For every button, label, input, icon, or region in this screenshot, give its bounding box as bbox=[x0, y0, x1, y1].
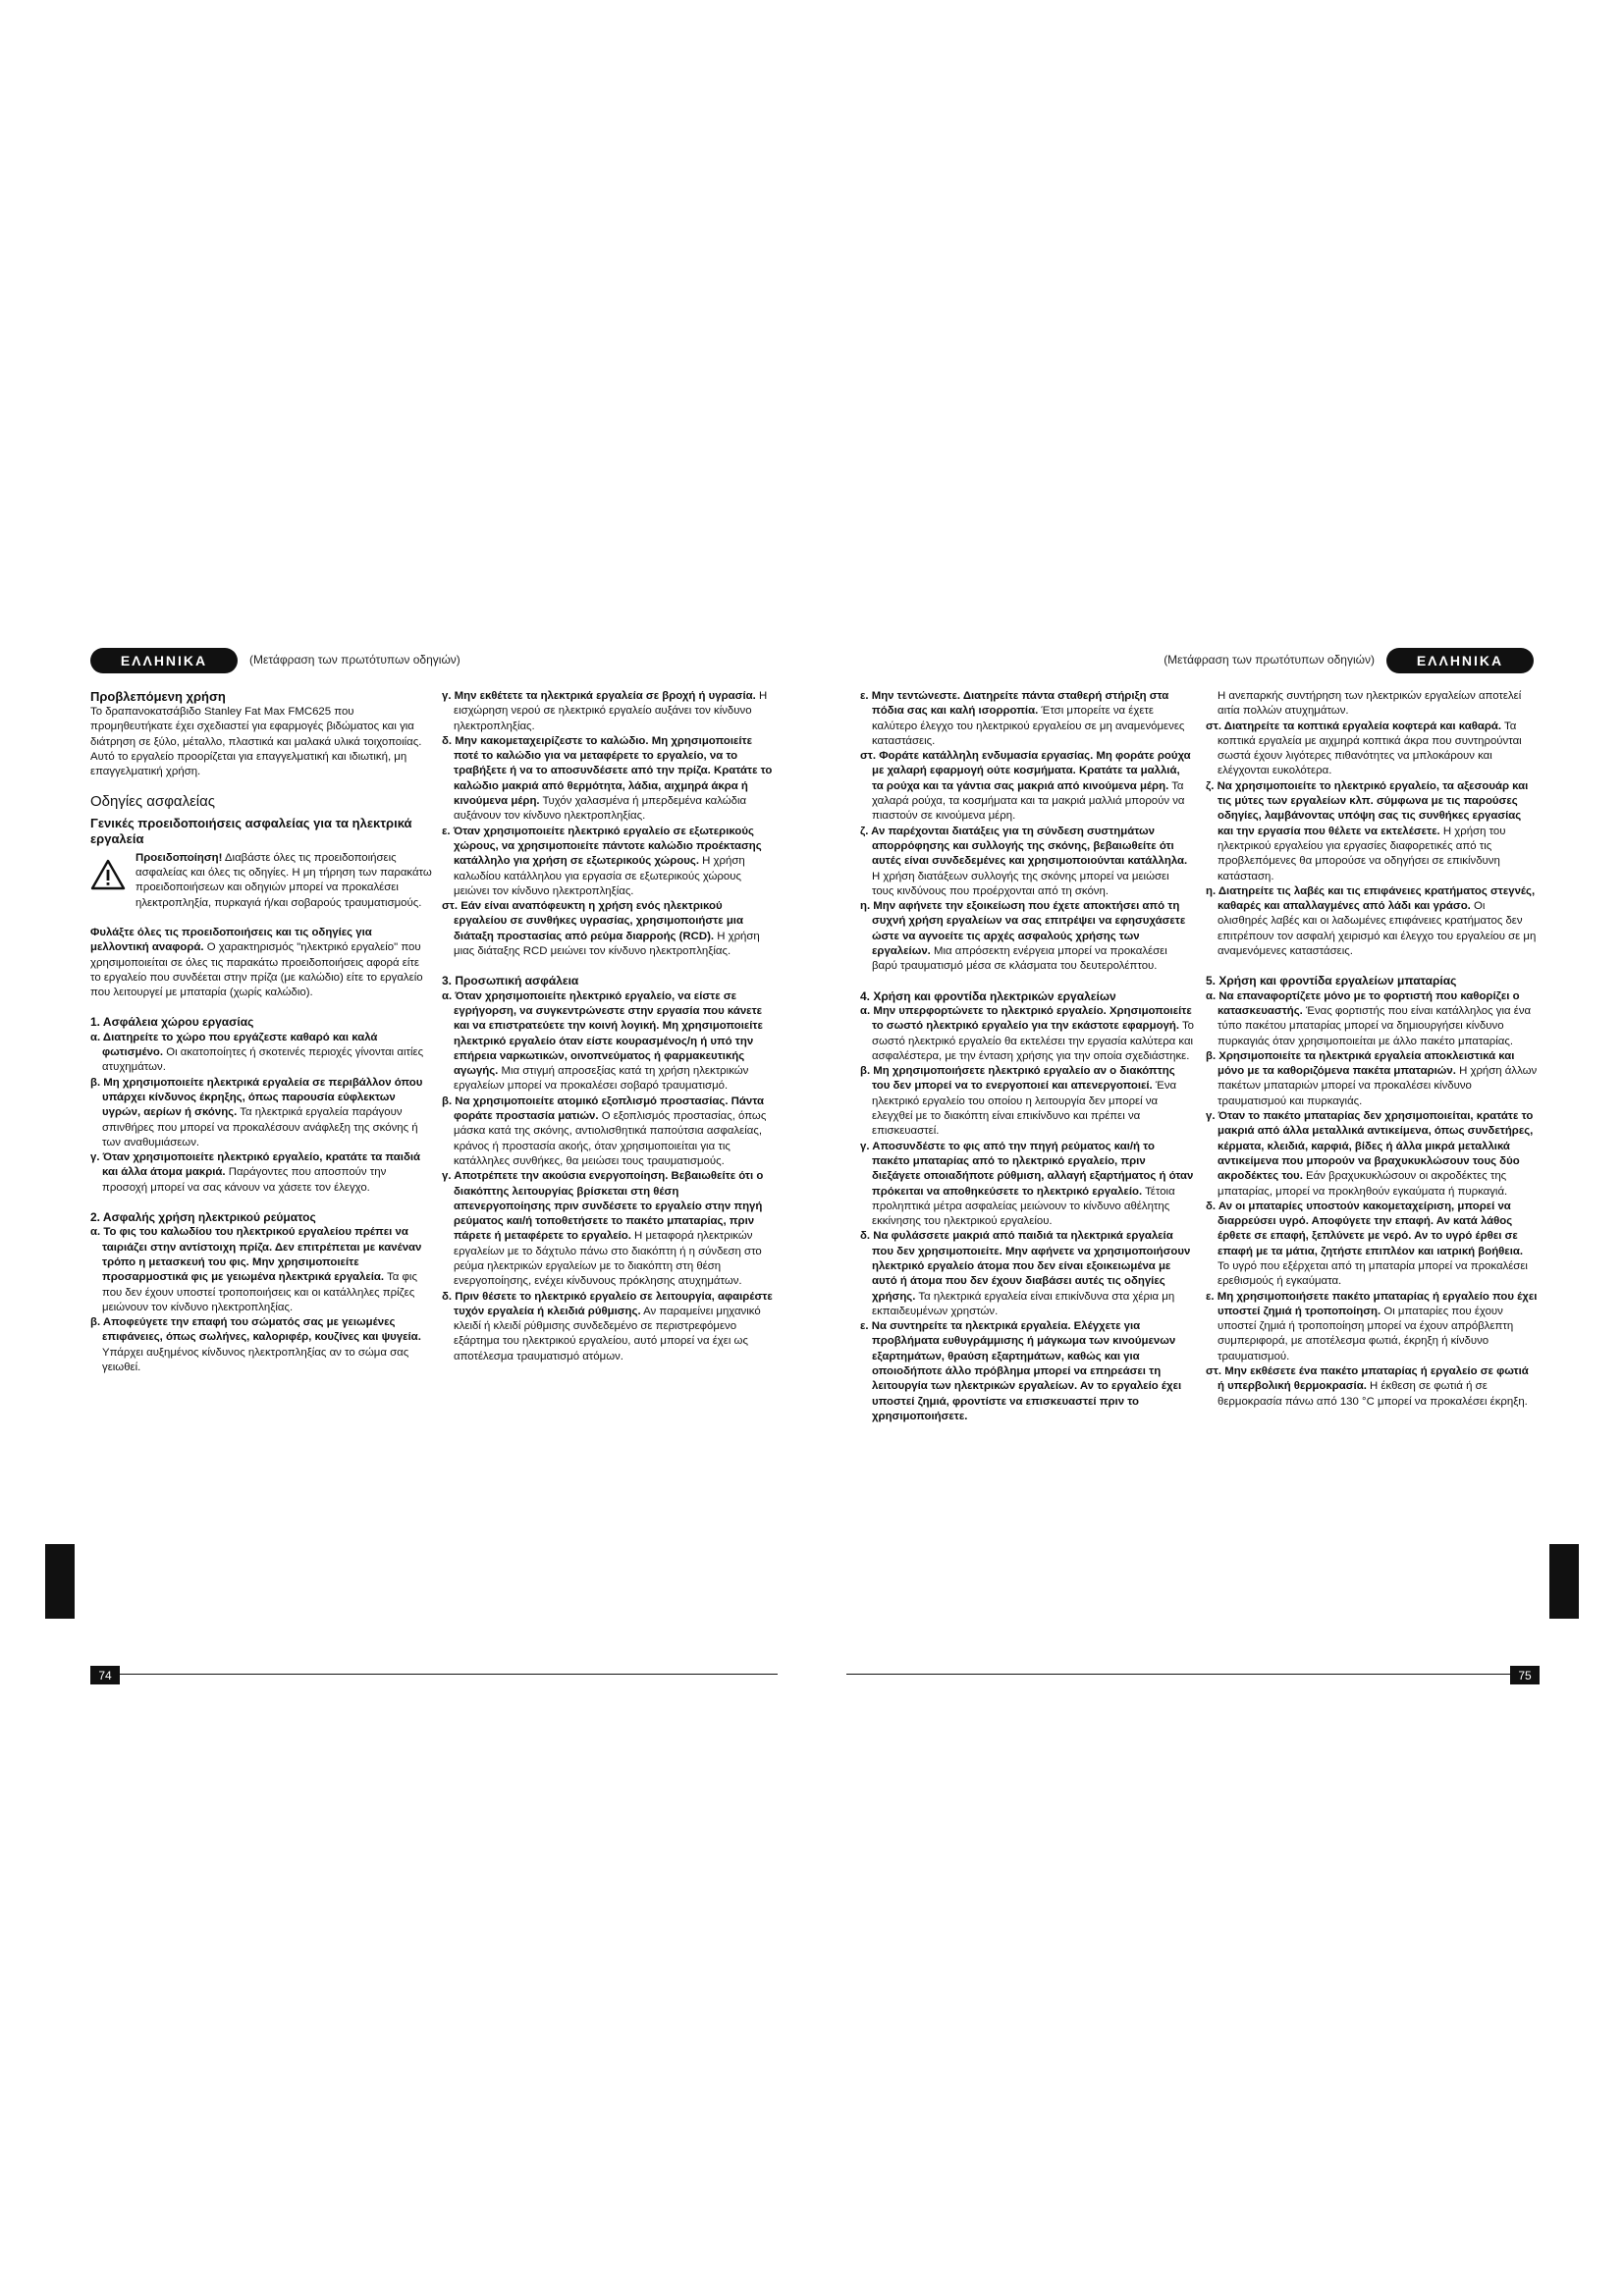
list-item: β. Αποφεύγετε την επαφή του σώματός σας με γειωμένες επιφάνειες, όπως σωλήνες, καλοριφέρ, κουζίνες και ψυγεία. Υπάρχει αυξημένος κίνδυνος ηλεκτροπληξίας αν το σώμα σας γειωθεί. bbox=[90, 1316, 421, 1373]
list-item: δ. Μην κακομεταχειρίζεστε το καλώδιο. Μη χρησιμοποιείτε ποτέ το καλώδιο για να μεταφέρετε το εργαλείο, να το τραβήξετε ή να το αποσυνδέσετε από την πρίζα. Κρατάτε το καλώδιο μακριά από θερμότητα, λάδια, αιχμηρά άκρα ή κινούμενα μέρη. Τυχόν χαλασμένα ή μπερδεμένα καλώδια αυξάνουν τον κίνδυνο ηλεκτροπληξίας. bbox=[442, 734, 773, 823]
warning-lead: Προειδοποίηση! bbox=[135, 851, 223, 864]
list-item: β. Μη χρησιμοποιείτε ηλεκτρικά εργαλεία σε περιβάλλον όπου υπάρχει κίνδυνος έκρηξης, όπως παρουσία εύφλεκτων υγρών, αερίων ή σκόνης. Τα ηλεκτρικά εργαλεία παράγουν σπινθήρες που μπορεί να προκαλέσουν ανάφλεξη της σκόνης ή των αναθυμιάσεων. bbox=[90, 1076, 423, 1148]
list-item: ζ. Να χρησιμοποιείτε το ηλεκτρικό εργαλείο, τα αξεσουάρ και τις μύτες των εργαλείων κλπ. σύμφωνα με τις παρούσες οδηγίες, λαμβάνοντας υπόψη σας τις συνθήκες εργασίας και την εργασία που θέλετε να εκτελέσετε. Η χρήση του ηλεκτρικού εργαλείου για εργασίες διαφορετικές από τις προβλεπόμενες θα μπορούσε να οδηγήσει σε επικίνδυνη κατάσταση. bbox=[1206, 779, 1529, 882]
list-item: γ. Αποτρέπετε την ακούσια ενεργοποίηση. Βεβαιωθείτε ότι ο διακόπτης λειτουργίας βρίσκεται στη θέση απενεργοποίησης πριν συνδέσετε το εργαλείο στην πηγή ρεύματος και/ή τοποθετήσετε το πακέτο μπαταρίας, πριν πάρετε ή μεταφέρετε το εργαλείο. Η μεταφορά ηλεκτρικών εργαλείων με το δάχτυλο πάνω στο διακόπτη ή η σύνδεση στο ρεύμα ηλεκτρικών εργαλείων με το διακόπτη στη θέση ενεργοποίησης, ενέχει κίνδυνους πρόκλησης ατυχημάτων. bbox=[442, 1170, 764, 1288]
column-2 bbox=[442, 689, 778, 1364]
keep-instructions-text: Ο χαρακτηρισμός "ηλεκτρικό εργαλείο" που χρησιμοποιείται σε όλες τις παρακάτω προειδοποιήσεις αφορά είτε το εργαλείο που συνδέεται στην πρίζα (με καλώδιο) είτε το εργαλείο που λειτουργεί με μπαταρία (χωρίς καλώδιο). bbox=[90, 941, 423, 999]
list-item: ζ. Αν παρέχονται διατάξεις για τη σύνδεση συστημάτων απορρόφησης και συλλογής της σκόνης, βεβαιωθείτε ότι αυτές είναι συνδεδεμένες και χρησιμοποιούνται κατάλληλα. Η χρήση διατάξεων συλλογής της σκόνης μπορεί να μειώσει τους κινδύνους που προέρχονται από τη σκόνη. bbox=[860, 825, 1188, 897]
page-number-right: 75 bbox=[1510, 1666, 1540, 1684]
intended-use-title: Προβλεπόμενη χρήση bbox=[90, 689, 226, 704]
list-item: α. Μην υπερφορτώνετε το ηλεκτρικό εργαλείο. Χρησιμοποιείτε το σωστό ηλεκτρικό εργαλείο για την εκάστοτε εφαρμογή. Το σωστό ηλεκτρικό εργαλείο θα εκτελέσει την εργασία καλύτερα και ασφαλέστερα, με την ένταση χρήσης για την οποία σχεδιάστηκε. bbox=[860, 1004, 1194, 1062]
list-item: στ. Διατηρείτε τα κοπτικά εργαλεία κοφτερά και καθαρά. Τα κοπτικά εργαλεία με αιχμηρά κοπτικά άκρα που συντηρούνται σωστά έχουν λιγότερες πιθανότητες να μπλοκάρουν και ελέγχονται ευκολότερα. bbox=[1206, 720, 1522, 777]
intended-use-text: Το δραπανοκατσάβιδο Stanley Fat Max FMC625 που προμηθευτήκατε έχει σχεδιαστεί για εφαρμογές βιδώματος και για διάτρηση σε ξύλο, μέταλλο, πλαστικά και μαλακά υλικά τοιχοποιίας. Αυτό το εργαλείο προορίζεται για επαγγελματική και ιδιωτική, μη επαγγελματική χρήση. bbox=[90, 706, 422, 778]
column-1 bbox=[90, 689, 432, 1375]
list-item: α. Διατηρείτε το χώρο που εργάζεστε καθαρό και καλά φωτισμένο. Οι ακατοπoίητες ή σκοτεινές περιοχές γίνονται αιτίες ατυχημάτων. bbox=[90, 1031, 424, 1074]
list-item: β. Μη χρησιμοποιήσετε ηλεκτρικό εργαλείο αν ο διακόπτης του δεν μπορεί να το ενεργοποιεί και απενεργοποιεί. Ένα ηλεκτρικό εργαλείο του οποίου η λειτουργία δεν μπορεί να ελεγχθεί με το διακόπτη είναι επικίνδυνο και πρέπει να επισκευαστεί. bbox=[860, 1065, 1177, 1138]
list-item: δ. Αν οι μπαταρίες υποστούν κακομεταχείριση, μπορεί να διαρρεύσει υγρό. Αποφύγετε την επαφή. Αν κατά λάθος έρθετε σε επαφή, ξεπλύνετε με νερό. Αν το υγρό έρθει σε επαφή με τα μάτια, ζητήστε επιπλέον και ιατρική βοήθεια. Το υγρό που εξέρχεται από τη μπαταρία μπορεί να προκαλέσει ερεθισμούς ή εγκαύματα. bbox=[1206, 1200, 1528, 1288]
warning-text: Διαβάστε όλες τις προειδοποιήσεις ασφαλείας και όλες τις οδηγίες. Η μη τήρηση των παρακάτω προειδοποιήσεων και οδηγιών μπορεί να προκαλέσει ηλεκτροπληξία, πυρκαγιά ή/και σοβαρούς τραυματισμούς. bbox=[135, 851, 432, 909]
safety-instructions-title: Οδηγίες ασφαλείας bbox=[90, 793, 216, 811]
side-tab-right bbox=[1549, 1544, 1579, 1619]
list-item: ε. Να συντηρείτε τα ηλεκτρικά εργαλεία. Ελέγχετε για προβλήματα ευθυγράμμισης ή μάγκωμα των κινούμενων εξαρτημάτων, θραύση εξαρτημάτων, καθώς και για οποιοδήποτε άλλο πρόβλημα μπορεί να επηρεάσει τη λειτουργία των ηλεκτρικών εργαλείων. Αν το εργαλείο έχει υποστεί ζημιά, φροντίστε να επισκευαστεί πριν το χρησιμοποιήσετε. bbox=[860, 1320, 1182, 1422]
list-item: α. Να επαναφορτίζετε μόνο με το φορτιστή που καθορίζει ο κατασκευαστής. Ένας φορτιστής που είναι κατάλληλος για ένα τύπο πακέτου μπαταρίας μπορεί να δημιουργήσει κίνδυνο πυρκαγιάς όταν χρησιμοποιείται με άλλο πακέτο μπαταρίας. bbox=[1206, 989, 1532, 1047]
list-item: η. Μην αφήνετε την εξοικείωση που έχετε αποκτήσει από τη συχνή χρήση εργαλείων να σας επιτρέψει να εφησυχάσετε ώστε να αγνοείτε τις αρχές ασφαλούς χρήσης των εργαλείων. Μια απρόσεκτη ενέργεια μπορεί να προκαλέσει βαρύ τραυματισμό μέσα σε κλάσματα του δευτερολέπτου. bbox=[860, 900, 1186, 973]
language-badge: ΕΛΛΗΝΙΚΑ bbox=[90, 648, 238, 673]
column-4 bbox=[1206, 689, 1538, 1410]
list-item: γ. Μην εκθέτετε τα ηλεκτρικά εργαλεία σε βροχή ή υγρασία. Η εισχώρηση νερού σε ηλεκτρικό εργαλείο αυξάνει τον κίνδυνο ηλεκτροπληξίας. bbox=[442, 690, 768, 732]
continued-text: Η ανεπαρκής συντήρηση των ηλεκτρικών εργαλείων αποτελεί αιτία πολλών ατυχημάτων. bbox=[1218, 690, 1522, 718]
section-1-title: 1. Ασφάλεια χώρου εργασίας bbox=[90, 1015, 254, 1030]
page-header-right bbox=[846, 648, 1534, 673]
list-item: γ. Αποσυνδέστε το φις από την πηγή ρεύματος και/ή το πακέτο μπαταρίας από το ηλεκτρικό εργαλείο, πριν διεξάγετε οποιαδήποτε ρύθμιση, αλλαγή εξαρτήματος ή όταν πρόκειται να αποθηκεύσετε το ηλεκτρικό εργαλείο. Τέτοια προληπτικά μέτρα ασφαλείας μειώνουν το κίνδυνο αθέλητης εκκίνησης του ηλεκτρικού εργαλείου. bbox=[860, 1140, 1194, 1228]
list-item: α. Το φις του καλωδίου του ηλεκτρικού εργαλείου πρέπει να ταιριάζει στην αντίστοιχη πρίζα. Δεν επιτρέπεται με κανέναν τρόπο η μετασκευή του φις. Μην χρησιμοποιείτε προσαρμοστικά φις με γειωμένα ηλεκτρικά εργαλεία. Τα φις που δεν έχουν υποστεί τροποποιήσεις και οι κατάλληλες πρίζες μειώνουν τον κίνδυνο ηλεκτροπληξίας. bbox=[90, 1226, 422, 1313]
list-item: γ. Όταν χρησιμοποιείτε ηλεκτρικό εργαλείο, κρατάτε τα παιδιά και άλλα άτομα μακριά. Παράγοντες που αποσπούν την προσοχή μπορεί να σας κάνουν να χάσετε τον έλεγχο. bbox=[90, 1151, 421, 1194]
page-number-left: 74 bbox=[90, 1666, 120, 1684]
list-item: β. Χρησιμοποιείτε τα ηλεκτρικά εργαλεία αποκλειστικά και μόνο με τα καθοριζόμενα πακέτα μπαταριών. Η χρήση άλλων πακέτων μπαταριών μπορεί να προκαλέσει κίνδυνο τραυματισμού και πυρκαγιάς. bbox=[1206, 1049, 1538, 1107]
footer-rule-left bbox=[116, 1674, 778, 1675]
section-3-title: 3. Προσωπική ασφάλεια bbox=[442, 974, 579, 988]
language-badge: ΕΛΛΗΝΙΚΑ bbox=[1386, 648, 1534, 673]
translation-note: (Μετάφραση των πρωτότυπων οδηγιών) bbox=[1164, 653, 1375, 667]
translation-note: (Μετάφραση των πρωτότυπων οδηγιών) bbox=[249, 653, 460, 667]
list-item: στ. Φοράτε κατάλληλη ενδυμασία εργασίας. Μη φοράτε ρούχα με χαλαρή εφαρμογή ούτε κοσμήματα. Κρατάτε τα μαλλιά, τα ρούχα και τα γάντια σας μακριά από κινούμενα μέρη. Τα χαλαρά ρούχα, τα κοσμήματα και τα μακριά μαλλιά μπορούν να πιαστούν σε κινούμενα μέρη. bbox=[860, 750, 1191, 823]
footer-rule-right bbox=[846, 1674, 1510, 1675]
list-item: ε. Όταν χρησιμοποιείτε ηλεκτρικό εργαλείο σε εξωτερικούς χώρους, να χρησιμοποιείτε πάντοτε καλώδιο προέκτασης κατάλληλο για χρήση σε εξωτερικούς χώρους. Η χρήση καλωδίου κατάλληλου για εργασία σε εξωτερικούς χώρους μειώνει τον κίνδυνο ηλεκτροπληξίας. bbox=[442, 825, 762, 897]
section-4-title: 4. Χρήση και φροντίδα ηλεκτρικών εργαλείων bbox=[860, 988, 1116, 1003]
warning-triangle-icon bbox=[90, 851, 135, 911]
section-2-title: 2. Ασφαλής χρήση ηλεκτρικού ρεύματος bbox=[90, 1210, 316, 1225]
list-item: η. Διατηρείτε τις λαβές και τις επιφάνειες κρατήματος στεγνές, καθαρές και απαλλαγμένες από λάδι και γράσο. Οι ολισθηρές λαβές και οι λαδωμένες επιφάνειες κρατήματος δεν επιτρέπουν τον ασφαλή χειρισμό και έλεγχο του εργαλείου σε μη αναμενόμενες καταστάσεις. bbox=[1206, 884, 1537, 958]
list-item: στ. Μην εκθέσετε ένα πακέτο μπαταρίας ή εργαλείο σε φωτιά ή υπερβολική θερμοκρασία. Η έκθεση σε φωτιά ή σε θερμοκρασία πάνω από 130 °C μπορεί να προκαλέσει έκρηξη. bbox=[1206, 1365, 1529, 1408]
list-item: δ. Να φυλάσσετε μακριά από παιδιά τα ηλεκτρικά εργαλεία που δεν χρησιμοποιείτε. Μην αφήνετε να χρησιμοποιήσουν ηλεκτρικό εργαλείο άτομα που δεν είναι εξοικειωμένα με αυτό ή άτομα που δεν έχουν διαβάσει αυτές τις οδηγίες χρήσης. Τα ηλεκτρικά εργαλεία είναι επικίνδυνα στα χέρια μη εκπαιδευμένων χρηστών. bbox=[860, 1230, 1191, 1317]
list-item: ε. Μην τεντώνεστε. Διατηρείτε πάντα σταθερή στήριξη στα πόδια σας και καλή ισορροπία. Έτσι μπορείτε να έχετε καλύτερο έλεγχο του ηλεκτρικού εργαλείου σε μη αναμενόμενες καταστάσεις. bbox=[860, 690, 1185, 747]
section-5-title: 5. Χρήση και φροντίδα εργαλείων μπαταρίας bbox=[1206, 974, 1457, 988]
page-header-left bbox=[90, 648, 778, 673]
list-item: στ. Εάν είναι αναπόφευκτη η χρήση ενός ηλεκτρικού εργαλείου σε συνθήκες υγρασίας, χρησιμοποιήστε μια διάταξη προστασίας από ρεύμα διαρροής (RCD). Η χρήση μιας διάταξης RCD μειώνει τον κίνδυνο ηλεκτροπληξίας. bbox=[442, 900, 760, 958]
general-warnings-title: Γενικές προειδοποιήσεις ασφαλείας για τα ηλεκτρικά εργαλεία bbox=[90, 815, 412, 846]
list-item: β. Να χρησιμοποιείτε ατομικό εξοπλισμό προστασίας. Πάντα φοράτε προστασία ματιών. Ο εξοπλισμός προστασίας, όπως μάσκα κατά της σκόνης, αντιολισθητικά παπούτσια ασφαλείας, κράνος ή προστασία ακοής, όταν χρησιμοποιείται για τις κατάλληλες συνθήκες, θα μειώσει τους τραυματισμούς. bbox=[442, 1095, 767, 1167]
list-item: α. Όταν χρησιμοποιείτε ηλεκτρικό εργαλείο, να είστε σε εγρήγορση, να συγκεντρώνεστε στην εργασία που κάνετε και να επιστρατεύετε την κοινή λογική. Μη χρησιμοποιείτε ηλεκτρικό εργαλείο όταν είστε κουρασμένος/η ή υπό την επήρεια ναρκωτικών, οινοπνεύματος ή φαρμακευτικής αγωγής. Μια στιγμή απροσεξίας κατά τη χρήση ηλεκτρικών εργαλείων μπορεί να προκαλέσει σοβαρό τραυματισμό. bbox=[442, 989, 763, 1093]
column-3 bbox=[860, 689, 1194, 1424]
list-item: ε. Μη χρησιμοποιήσετε πακέτο μπαταρίας ή εργαλείο που έχει υποστεί ζημιά ή τροποποίηση. Οι μπαταρίες που έχουν υποστεί ζημιά ή τροποποίηση μπορεί να έχουν απρόβλεπτη συμπεριφορά, με αποτέλεσμα φωτιά, έκρηξη ή κίνδυνο τραυματισμού. bbox=[1206, 1290, 1538, 1362]
list-item: γ. Όταν το πακέτο μπαταρίας δεν χρησιμοποιείται, κρατάτε το μακριά από άλλα μεταλλικά αντικείμενα, όπως συνδετήρες, κέρματα, κλειδιά, καρφιά, βίδες ή άλλα μικρά μεταλλικά αντικείμενα που μπορούν να βραχυκυκλώσουν τους δύο ακροδέκτες του. Εάν βραχυκυκλώσουν οι ακροδέκτες της μπαταρίας, μπορεί να προκληθούν εγκαύματα ή πυρκαγιά. bbox=[1206, 1110, 1534, 1198]
keep-instructions-bold: Φυλάξτε όλες τις προειδοποιήσεις και τις οδηγίες για μελλοντική αναφορά. bbox=[90, 926, 372, 954]
list-item: δ. Πριν θέσετε το ηλεκτρικό εργαλείο σε λειτουργία, αφαιρέστε τυχόν εργαλεία ή κλειδιά ρύθμισης. Αν παραμείνει μηχανικό κλειδί ή κλειδί ρύθμισης συνδεδεμένο σε περιστρεφόμενο εξάρτημα του ηλεκτρικού εργαλείου, αυτό μπορεί να έχει ως αποτέλεσμα τραυματισμό ατόμων. bbox=[442, 1290, 773, 1362]
side-tab-left bbox=[45, 1544, 75, 1619]
warning-block bbox=[90, 851, 432, 911]
